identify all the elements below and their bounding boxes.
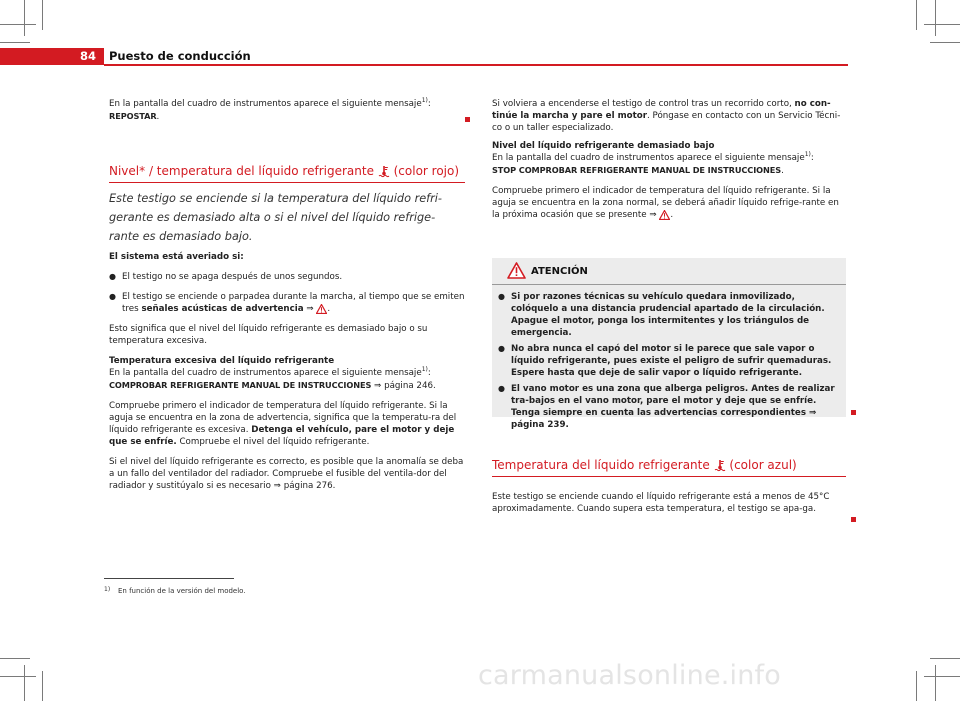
warning-item: ● Si por razones técnicas su vehículo quedara inmovilizado, colóquelo a una distancia prudencial apartado de la circulación. Apague el motor, ponga los intermitentes y los triángulos de emergencia. xyxy=(498,291,842,339)
crop-mark xyxy=(24,665,25,701)
crop-mark xyxy=(0,658,30,659)
left-body: El sistema está averiado si: ● El testigo no se apaga después de unos segundos. ● El testigo se enciende o parpadea durante la marcha, al tiempo que se emiten tres señales acústicas de advertencia ⇒ . Esto significa que el nivel del líquido refrigerante es demasiado bajo o su temperatura excesiva. Temperatura excesiva del líquido refrigerante En la pantalla del cuadro de instrumentos aparece el siguiente mensaje$^{1)}$: COMPROBAR REFRIGERANTE MANUAL DE INSTRUCCIONES ⇒ página 246. Compruebe primero el indicador de temperatura del líquido refrigerante. Si la aguja se encuentra en la zona de advertencia, significa que la temperatu-ra del líquido refrigerante es excesiva. Detenga el vehículo, pare el motor y deje que se enfríe. Compruebe el nivel del líquido refrigerante. Si el nivel del líquido refrigerante es correcto, es posible que la anomalía se deba a un fallo del ventilador del radiador. Compruebe el fusible del ventila-dor del radiador y sustitúyalo si es necesario ⇒ página 276. xyxy=(109,251,465,492)
left-p1: En la pantalla del cuadro de instrumentos aparece el siguiente mensaje$^{1)}$: REPOSTAR. xyxy=(109,97,431,122)
warning-list xyxy=(498,291,842,435)
right-p4: Este testigo se enciende cuando el líquido refrigerante está a menos de 45°C aproximadamente. Cuando supera esta temperatura, el testigo se apa-ga. xyxy=(492,492,830,514)
section-title: Puesto de conducción xyxy=(109,49,251,63)
crop-mark xyxy=(42,671,43,701)
crop-mark xyxy=(0,24,36,25)
crop-mark xyxy=(935,665,936,701)
crop-mark xyxy=(935,0,936,36)
right-body: Si volviera a encenderse el testigo de control tras un recorrido corto, no con-tinúe la marcha y pare el motor. Póngase en contacto con un Servicio Técni-co o un taller especializado. Nivel del líquido refrigerante demasiado bajo En la pantalla del cuadro de instrumentos aparece el siguiente mensaje$^{1)}$: STOP COMPROBAR REFRIGERANTE MANUAL DE INSTRUCCIONES. Compruebe primero el indicador de temperatura del líquido refrigerante. Si la aguja se encuentra en la zona normal, se deberá añadir líquido refrige-rante en la próxima ocasión que se presente ⇒ . xyxy=(492,99,841,220)
warning-item: ● No abra nunca el capó del motor si le parece que sale vapor o líquido refrigerante, pues existe el peligro de sufrir quemaduras. Espere hasta que deje de salir vapor o líquido refrigerante. xyxy=(498,343,842,379)
section-heading-blue: Temperatura del líquido refrigerante (color azul) xyxy=(492,458,797,472)
list-item: ● El testigo no se apaga después de unos segundos. xyxy=(109,271,465,283)
page-number-tab xyxy=(0,48,104,65)
crop-mark xyxy=(930,658,960,659)
heading-rule xyxy=(109,182,465,183)
section-end-mark xyxy=(465,117,470,122)
footnote: 1) En función de la versión del modelo. xyxy=(104,586,246,595)
warning-triangle-icon xyxy=(316,304,327,314)
footnote-rule xyxy=(104,578,234,579)
crop-mark xyxy=(916,0,917,30)
warning-triangle-icon xyxy=(507,262,526,279)
crop-mark xyxy=(924,676,960,677)
warning-title: ATENCIÓN xyxy=(531,266,588,277)
warning-rule xyxy=(492,284,846,285)
subheading: Temperatura excesiva del líquido refrigerante xyxy=(109,356,335,366)
page-reference-link[interactable]: ⇒ página 246. xyxy=(371,381,436,391)
section-end-mark xyxy=(851,410,856,415)
crop-mark xyxy=(0,42,30,43)
coolant-temperature-icon xyxy=(714,459,726,472)
crop-mark xyxy=(930,42,960,43)
message-text: COMPROBAR REFRIGERANTE MANUAL DE INSTRUCCIONES xyxy=(109,380,372,390)
warning-triangle-icon xyxy=(659,210,670,220)
crop-mark xyxy=(0,676,36,677)
crop-mark xyxy=(924,24,960,25)
crop-mark xyxy=(916,671,917,701)
page-number: 84 xyxy=(79,49,96,63)
message-text: REPOSTAR xyxy=(109,111,157,121)
section-end-mark xyxy=(851,517,856,522)
coolant-temperature-icon xyxy=(378,165,390,178)
crop-mark xyxy=(24,0,25,36)
warning-item: ● El vano motor es una zona que alberga peligros. Antes de realizar tra-bajos en el vano motor, pare el motor y deje que se enfríe. Tenga siempre en cuenta las advertencias correspondientes ⇒ página 239. xyxy=(498,383,842,431)
section-heading-red: Nivel* / temperatura del líquido refrigerante (color rojo) xyxy=(109,164,460,178)
subheading: El sistema está averiado si: xyxy=(109,252,244,262)
intro-text: Este testigo se enciende si la temperatura del líquido refri- gerante es demasiado alta o si el nivel del líquido refrige- rante es demasiado bajo. xyxy=(109,192,442,243)
message-text: STOP COMPROBAR REFRIGERANTE MANUAL DE INSTRUCCIONES xyxy=(492,165,782,175)
watermark: carmanualsonline.info xyxy=(478,660,781,691)
heading-rule xyxy=(492,476,846,477)
crop-mark xyxy=(42,0,43,30)
header-rule xyxy=(104,64,848,66)
list-item: ● El testigo se enciende o parpadea durante la marcha, al tiempo que se emiten tres señales acústicas de advertencia ⇒ . xyxy=(109,291,465,315)
subheading: Nivel del líquido refrigerante demasiado bajo xyxy=(492,141,715,151)
